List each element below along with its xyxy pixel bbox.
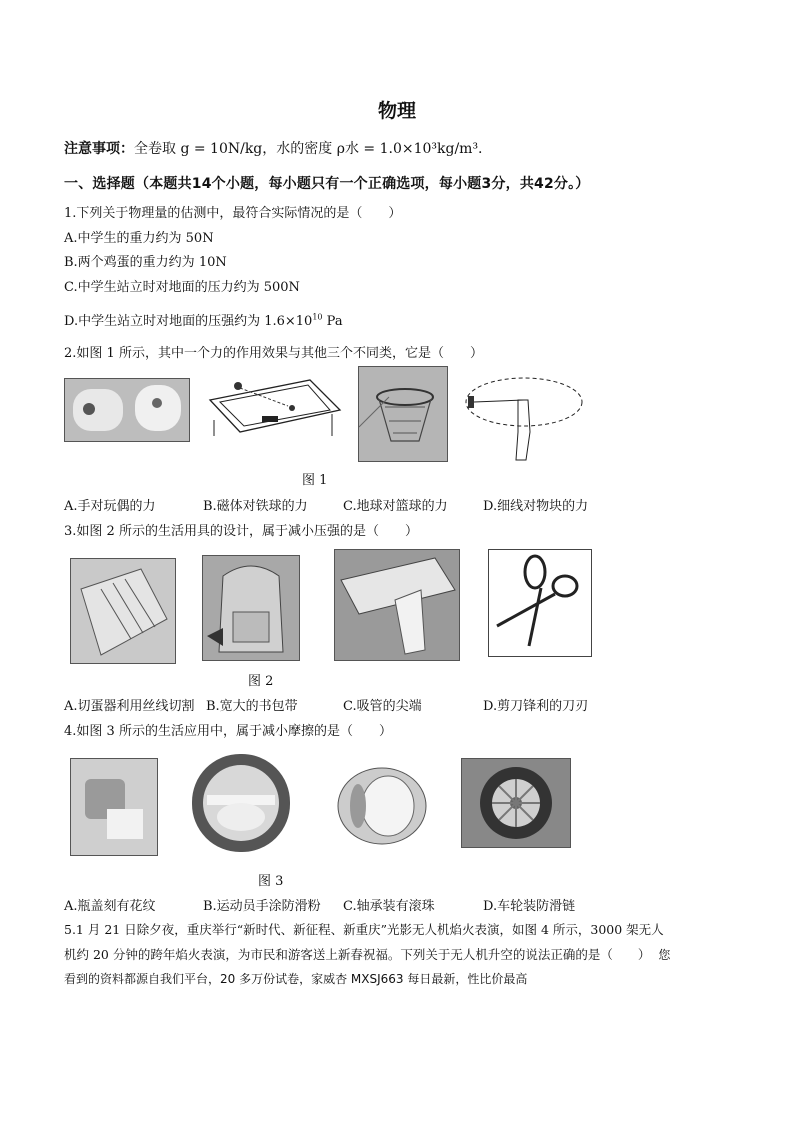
watermark-tail: 您 xyxy=(658,948,671,962)
question-1-option-a: A.中学生的重力约为 50N xyxy=(64,231,214,246)
scissors-drawing xyxy=(488,549,592,657)
plush-toy-photo xyxy=(64,378,190,442)
question-2-stem: 2.如图 1 所示，其中一个力的作用效果与其他三个不同类，它是（ ） xyxy=(64,346,483,361)
question-2-option-c: C.地球对篮球的力 xyxy=(343,499,448,514)
question-1-stem: 1.下列关于物理量的估测中，最符合实际情况的是（ ） xyxy=(64,206,402,221)
question-2-option-b: B.磁体对铁球的力 xyxy=(203,499,308,514)
exam-notice xyxy=(64,138,483,158)
question-2-option-d: D.细线对物块的力 xyxy=(483,499,589,514)
figure-1-caption: 图 1 xyxy=(302,473,328,488)
question-1-option-d: D.中学生站立时对地面的压强约为 $1.6\times 10^{10}$ Pa xyxy=(64,312,343,329)
question-3-option-b: B.宽大的书包带 xyxy=(206,699,298,714)
page-title: 物理 xyxy=(377,100,416,122)
notice-label: 注意事项： xyxy=(64,141,134,157)
question-3-option-a: A.切蛋器利用丝线切割 xyxy=(64,699,195,714)
question-4-option-a: A.瓶盖刻有花纹 xyxy=(64,899,156,914)
question-2-option-a: A.手对玩偶的力 xyxy=(64,499,156,514)
section-heading: 一、选择题（本题共14个小题，每小题只有一个正确选项，每小题3分，共42分。） xyxy=(64,176,590,192)
ball-bearing-photo xyxy=(328,758,438,854)
figure-2-caption: 图 2 xyxy=(248,674,274,689)
question-4-option-d: D.车轮装防滑链 xyxy=(483,899,576,914)
bottle-cap-photo xyxy=(70,758,158,856)
basketball-net-photo xyxy=(358,366,448,462)
question-3-stem: 3.如图 2 所示的生活用具的设计，属于减小压强的是（ ） xyxy=(64,524,418,539)
question-4-stem: 4.如图 3 所示的生活应用中，属于减小摩擦的是（ ） xyxy=(64,724,392,739)
question-3-option-c: C.吸管的尖端 xyxy=(343,699,422,714)
athlete-chalk-hands-photo xyxy=(192,754,290,852)
question-5-line-2: 机约 20 分钟的跨年焰火表演，为市民和游客送上新春祝福。下列关于无人机升空的说法正确的是（ ） 您 xyxy=(64,947,671,962)
question-1-option-b: B.两个鸡蛋的重力约为 10N xyxy=(64,255,227,270)
string-circular-motion-drawing xyxy=(462,372,586,462)
tire-snow-chain-photo xyxy=(461,758,571,848)
question-4-option-b: B.运动员手涂防滑粉 xyxy=(203,899,321,914)
egg-slicer-photo xyxy=(70,558,176,664)
question-3-option-d: D.剪刀锋利的刀刃 xyxy=(483,699,589,714)
question-4-option-c: C.轴承装有滚珠 xyxy=(343,899,435,914)
question-1-option-c: C.中学生站立时对地面的压力约为 500N xyxy=(64,280,300,295)
straw-tip-photo xyxy=(334,549,460,661)
notice-text: 全卷取 g = 10N/kg，水的密度 ρ水 = 1.0×10³kg/m³. xyxy=(134,141,483,157)
watermark-text: 看到的资料都源自我们平台，20 多万份试卷，家威杏 MXSJ663 每日最新，性比价最高 xyxy=(64,972,528,986)
figure-3-caption: 图 3 xyxy=(258,874,284,889)
question-5-line-1: 5.1 月 21 日除夕夜，重庆举行“新时代、新征程、新重庆”光影无人机焰火表演，如图 4 所示，3000 架无人 xyxy=(64,922,664,937)
magnet-steel-ball-drawing xyxy=(200,370,342,440)
backpack-photo xyxy=(202,555,300,661)
